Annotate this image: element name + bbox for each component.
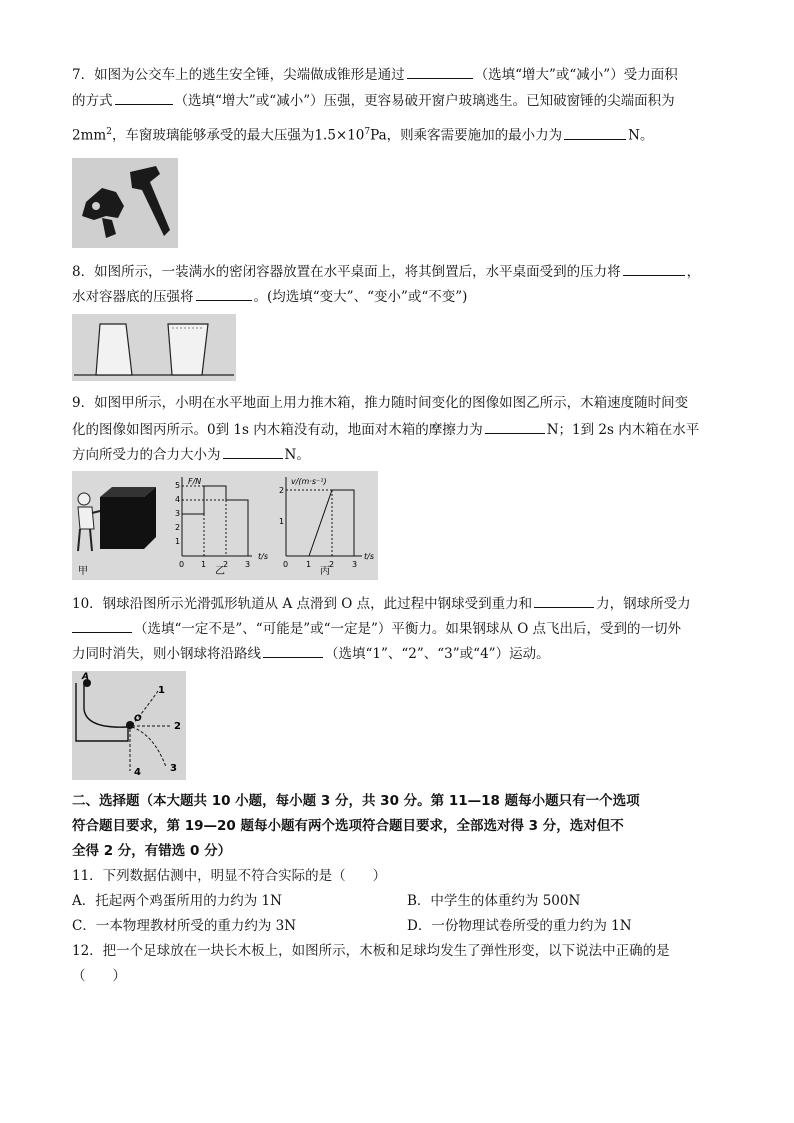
q7-blank-1[interactable] [407, 64, 473, 79]
q10-line-3 [72, 643, 550, 663]
q7-text: Pa，则乘客需要施加的最小力为 [370, 127, 563, 144]
q7-text: （选填“增大”或“减小”）受力面积 [474, 67, 678, 83]
q11-option-a-text: A．托起两个鸡蛋所用的力约为 1N [72, 893, 282, 909]
q7-exponent: 7 [364, 127, 371, 137]
q7-text: N。 [628, 127, 654, 144]
q11-option-d[interactable] [407, 917, 632, 935]
q11-option-c-text: C．一本物理教材所受的重力约为 3N [72, 918, 297, 934]
q10-text: （选填“一定不是”、“可能是”或“一定是”）平衡力。如果钢球从 O 点飞出后，受到的一切外 [134, 621, 682, 637]
q7-exponent: 2 [106, 127, 112, 137]
graph-yi-ytick: 4 [175, 495, 181, 504]
q12-paren: （ ） [72, 968, 126, 984]
point-o-label: O [134, 714, 142, 724]
q11-option-d-text: D．一份物理试卷所受的重力约为 1N [407, 918, 632, 934]
q7-line-2 [72, 90, 675, 110]
q7-blank-2[interactable] [115, 90, 173, 105]
point-a-label: A [82, 672, 89, 682]
q11-stem [72, 867, 386, 885]
q9-line-3 [72, 444, 310, 464]
graph-yi-ytick: 3 [175, 509, 181, 518]
q7-line-3 [72, 123, 653, 145]
label-bing: 丙 [320, 566, 330, 577]
graph-yi-xtick: 0 [179, 560, 185, 569]
container-figure [72, 314, 236, 381]
path-4-label: 4 [134, 767, 141, 778]
label-jia: 甲 [78, 566, 88, 577]
q9-blank-2[interactable] [223, 444, 283, 459]
q11-option-c[interactable] [72, 917, 296, 935]
q10-line-2 [72, 618, 681, 638]
label-yi: 乙 [215, 566, 225, 577]
graph-bing-xtick: 3 [352, 560, 358, 569]
q9-line-1 [72, 394, 688, 412]
section2-heading: 全得 2 分，有错选 0 分） [72, 843, 232, 859]
q7-text: ，车窗玻璃能够承受的最大压强为 [111, 127, 315, 144]
q8-line-2 [72, 286, 467, 306]
q10-line-1 [72, 593, 691, 613]
q12-stem [72, 942, 670, 960]
q9-blank-1[interactable] [485, 419, 545, 434]
q9-text: 化的图像如图丙所示。0到 1s 内木箱没有动，地面对木箱的摩擦力为 [72, 422, 483, 438]
section2-heading: 二、选择题（本大题共 10 小题，每小题 3 分，共 30 分。第 11—18 题每小题只有一个选项 [72, 793, 640, 809]
q9-text: N。 [284, 447, 310, 463]
graph-yi-xlabel: t/s [258, 552, 268, 561]
q7-pressure-value: 1.5×10 [314, 127, 365, 144]
q9-text: N；1到 2s 内木箱在水平 [546, 422, 700, 438]
q9-line-2 [72, 419, 699, 439]
section2-heading: 符合题目要求，第 19—20 题每小题有两个选项符合题目要求，全部选对得 3 分，选对但不 [72, 818, 624, 834]
section2-heading-line-1 [72, 792, 640, 810]
graph-bing-ytick: 1 [279, 517, 285, 526]
path-1-label: 1 [158, 685, 165, 696]
q7-blank-3[interactable] [564, 125, 626, 140]
q10-text: 力同时消失，则小钢球将沿路线 [72, 646, 261, 662]
q10-text: 力，钢球所受力 [596, 596, 691, 612]
graph-bing-xtick: 0 [283, 560, 289, 569]
graph-bing-ytick: 2 [279, 486, 285, 495]
safety-hammer-figure [72, 158, 178, 248]
graph-yi-ylabel: F/N [188, 477, 202, 486]
q11-option-a[interactable] [72, 892, 282, 910]
q10-blank-2[interactable] [72, 618, 132, 633]
graph-yi-xtick: 1 [201, 560, 207, 569]
q10-blank-1[interactable] [534, 593, 594, 608]
graph-bing [279, 477, 374, 577]
graph-yi [175, 477, 268, 577]
graph-yi-ytick: 2 [175, 523, 181, 532]
q8-blank-2[interactable] [196, 286, 252, 301]
q7-text: 7．如图为公交车上的逃生安全锤，尖端做成锥形是通过 [72, 67, 405, 83]
graph-yi-ytick: 1 [175, 537, 181, 546]
arc-track-figure [72, 671, 186, 780]
q8-text: 8．如图所示，一装满水的密闭容器放置在水平桌面上，将其倒置后，水平桌面受到的压力将 [72, 264, 621, 280]
graph-bing-xtick: 1 [306, 560, 312, 569]
q11-option-b-text: B．中学生的体重约为 500N [407, 893, 581, 909]
q8-blank-1[interactable] [623, 261, 685, 276]
graph-yi-xtick: 2 [223, 560, 229, 569]
graph-bing-xtick: 2 [329, 560, 335, 569]
graph-yi-ytick: 5 [175, 481, 181, 490]
q12-answer-paren [72, 967, 126, 985]
section2-heading-line-2 [72, 817, 624, 835]
path-2-label: 2 [174, 721, 181, 732]
graph-bing-xlabel: t/s [364, 552, 374, 561]
q9-text: 方向所受力的合力大小为 [72, 447, 221, 463]
q7-text: （选填“增大”或“减小”）压强，更容易破开窗户玻璃逃生。已知破窗锤的尖端面积为 [174, 93, 675, 109]
q8-text: 。(均选填“变大”、“变小”或“不变”) [253, 289, 468, 305]
q7-text: 2mm [72, 127, 107, 144]
push-box-figure [72, 471, 378, 580]
section2-heading-line-3 [72, 842, 231, 860]
graph-yi-xtick: 3 [245, 560, 251, 569]
q10-text: 10．钢球沿图所示光滑弧形轨道从 A 点滑到 O 点，此过程中钢球受到重力和 [72, 596, 533, 612]
q8-text: ， [686, 264, 701, 280]
q10-blank-3[interactable] [263, 643, 323, 658]
q7-line-1 [72, 64, 678, 84]
q12-text: 12．把一个足球放在一块长木板上，如图所示，木板和足球均发生了弹性形变，以下说法中正确的是 [72, 943, 670, 959]
q8-text: 水对容器底的压强将 [72, 289, 194, 305]
q11-text: 11．下列数据估测中，明显不符合实际的是（ ） [72, 868, 387, 884]
q11-option-b[interactable] [407, 892, 580, 910]
q8-line-1 [72, 261, 700, 281]
q10-text: （选填“1”、“2”、“3”或“4”）运动。 [325, 646, 550, 662]
q7-text: 的方式 [72, 93, 113, 109]
q9-text: 9．如图甲所示，小明在水平地面上用力推木箱，推力随时间变化的图像如图乙所示，木箱速度随时间变 [72, 395, 689, 411]
path-3-label: 3 [170, 763, 177, 774]
graph-bing-ylabel: v/(m·s⁻¹) [291, 477, 327, 486]
